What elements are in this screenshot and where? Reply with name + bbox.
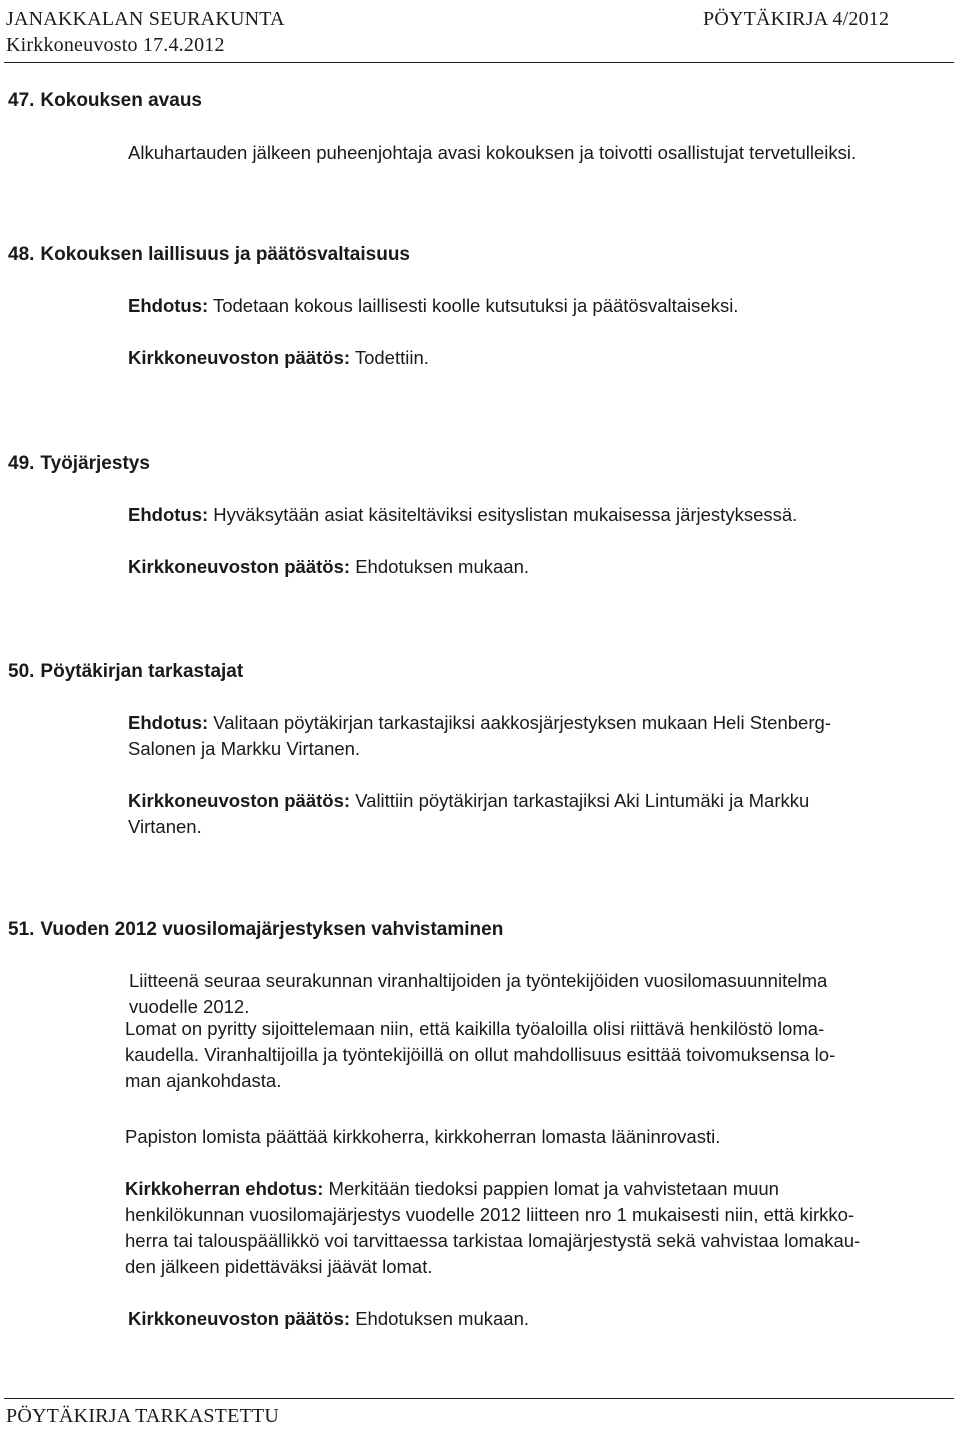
header-organization: JANAKKALAN SEURAKUNTA — [6, 8, 285, 30]
section-51-attachment-note — [129, 968, 827, 1020]
section-number: 47. — [8, 90, 35, 111]
section-51-heading — [8, 918, 503, 942]
paragraph-label: Kirkkoneuvoston päätös: — [128, 556, 351, 577]
paragraph-label: Kirkkoneuvoston päätös: — [128, 790, 351, 811]
paragraph-text: Papiston lomista päättää kirkkoherra, kirkkoherran lomasta lääninrovasti. — [125, 1126, 721, 1147]
paragraph-text: den jälkeen pidettäväksi jäävät lomat. — [125, 1256, 433, 1277]
section-50-decision — [128, 788, 809, 840]
paragraph-label: Ehdotus: — [128, 295, 209, 316]
section-51-holiday-planning — [125, 1016, 835, 1094]
section-number: 49. — [8, 453, 35, 474]
section-title: Työjärjestys — [40, 453, 150, 474]
paragraph-text: Liitteenä seuraa seurakunnan viranhaltijoiden ja työntekijöiden vuosilomasuunnitelma — [129, 970, 828, 991]
section-47-heading — [8, 89, 202, 113]
paragraph-text: Lomat on pyritty sijoittelemaan niin, että kaikilla työaloilla olisi riittävä henkilöstö loma- — [125, 1018, 825, 1039]
paragraph-text: herra tai talouspäällikkö voi tarvittaessa tarkistaa lomajärjestystä sekä vahvistaa lomakau- — [125, 1230, 861, 1251]
paragraph-text: henkilökunnan vuosilomajärjestys vuodelle 2012 liitteen nro 1 mukaisesti niin, että kirkko- — [125, 1204, 855, 1225]
paragraph-text: Merkitään tiedoksi pappien lomat ja vahvistetaan muun — [328, 1178, 779, 1199]
section-49-proposal — [128, 502, 797, 528]
section-title: Pöytäkirjan tarkastajat — [40, 661, 244, 682]
section-48-heading — [8, 243, 410, 267]
paragraph-text: kaudella. Viranhaltijoilla ja työntekijöillä on ollut mahdollisuus esittää toivomuksensa lo- — [125, 1044, 836, 1065]
section-51-decision — [128, 1306, 529, 1332]
section-51-vicar-proposal — [125, 1176, 860, 1280]
paragraph-text: vuodelle 2012. — [129, 996, 250, 1017]
paragraph-text: Hyväksytään asiat käsiteltäviksi esityslistan mukaisessa järjestyksessä. — [213, 504, 798, 525]
section-50-proposal — [128, 710, 831, 762]
section-48-proposal — [128, 293, 738, 319]
section-number: 50. — [8, 661, 35, 682]
paragraph-text: Todettiin. — [354, 347, 429, 368]
paragraph-text: Valittiin pöytäkirjan tarkastajiksi Aki Lintumäki ja Markku — [355, 790, 810, 811]
section-51-clergy-note — [125, 1124, 720, 1150]
footer-text: PÖYTÄKIRJA TARKASTETTU — [6, 1405, 279, 1427]
header-meeting-date: Kirkkoneuvosto 17.4.2012 — [6, 34, 225, 56]
section-title: Kokouksen avaus — [40, 90, 202, 111]
section-title: Kokouksen laillisuus ja päätösvaltaisuus — [40, 244, 410, 265]
paragraph-text: Todetaan kokous laillisesti koolle kutsutuksi ja päätösvaltaiseksi. — [212, 295, 739, 316]
paragraph-label: Kirkkoneuvoston päätös: — [128, 347, 351, 368]
paragraph-text: Virtanen. — [128, 816, 202, 837]
paragraph-label: Ehdotus: — [128, 712, 209, 733]
paragraph-label: Ehdotus: — [128, 504, 209, 525]
paragraph-text: Ehdotuksen mukaan. — [355, 1308, 529, 1329]
section-number: 51. — [8, 919, 35, 940]
section-47-paragraph-1 — [128, 140, 856, 166]
paragraph-label: Kirkkoherran ehdotus: — [125, 1178, 324, 1199]
footer-rule — [4, 1398, 954, 1399]
section-50-heading — [8, 660, 243, 684]
paragraph-label: Kirkkoneuvoston päätös: — [128, 1308, 351, 1329]
section-number: 48. — [8, 244, 35, 265]
section-title: Vuoden 2012 vuosilomajärjestyksen vahvistaminen — [40, 919, 504, 940]
section-49-heading — [8, 452, 150, 476]
paragraph-text: Valitaan pöytäkirjan tarkastajiksi aakkosjärjestyksen mukaan Heli Stenberg- — [213, 712, 831, 733]
paragraph-text: Ehdotuksen mukaan. — [355, 556, 529, 577]
header-rule — [4, 62, 954, 63]
section-49-decision — [128, 554, 529, 580]
paragraph-text: Alkuhartauden jälkeen puheenjohtaja avasi kokouksen ja toivotti osallistujat tervetulleiksi. — [128, 142, 857, 163]
paragraph-text: man ajankohdasta. — [125, 1070, 282, 1091]
header-document-number: PÖYTÄKIRJA 4/2012 — [703, 8, 890, 30]
paragraph-text: Salonen ja Markku Virtanen. — [128, 738, 361, 759]
section-48-decision — [128, 345, 429, 371]
